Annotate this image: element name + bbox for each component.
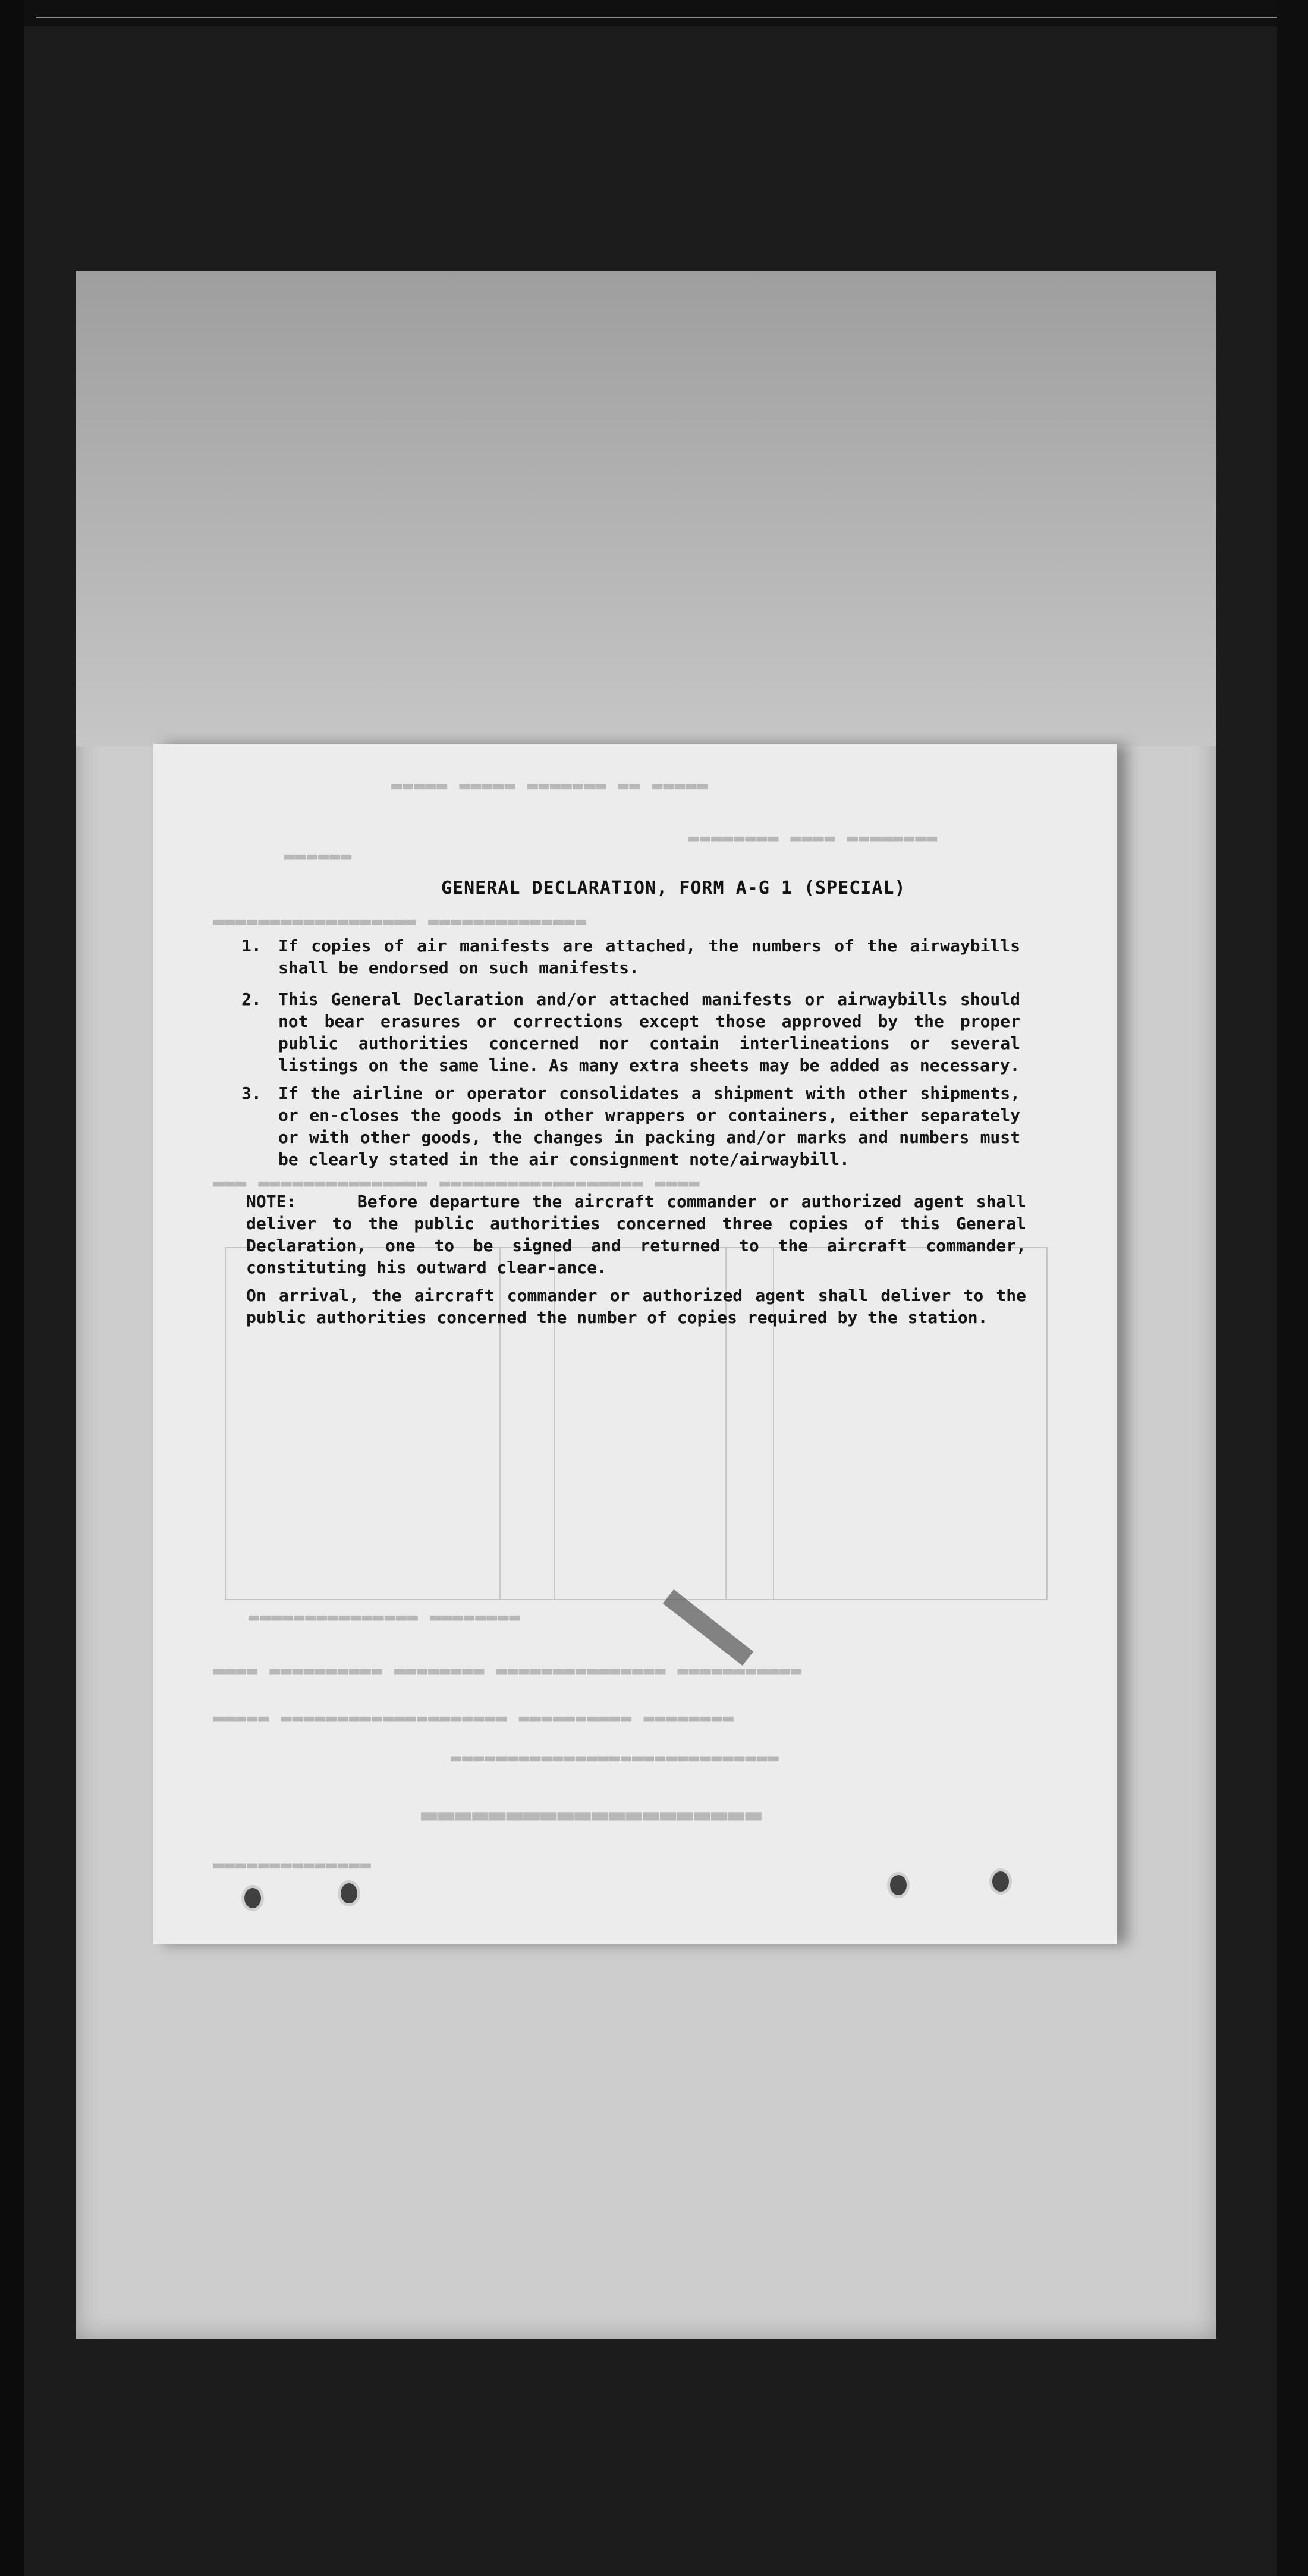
film-strip-top xyxy=(0,0,1308,26)
item-number: 1. xyxy=(241,936,262,956)
punch-hole xyxy=(338,1880,360,1906)
bleed-through-line: ▬▬▬▬ ▬▬▬▬▬▬▬▬▬▬ ▬▬▬▬▬▬▬▬ ▬▬▬▬▬▬▬▬▬▬▬▬▬▬▬ ▬▬▬▬▬▬▬▬▬▬▬ xyxy=(213,1660,803,1681)
punch-hole xyxy=(887,1872,910,1898)
bleed-through-line: ▬▬▬ ▬▬▬▬▬▬▬▬▬▬▬▬▬▬▬ ▬▬▬▬▬▬▬▬▬▬▬▬▬▬▬▬▬▬ ▬▬▬▬ xyxy=(213,1173,700,1193)
punch-hole xyxy=(989,1868,1012,1895)
bleed-through-heading: ▬▬▬▬▬▬▬▬▬▬▬▬▬▬▬▬▬▬▬▬ xyxy=(421,1803,762,1835)
arrival-note: On arrival, the aircraft commander or authorized agent shall deliver to the public authorities concerned the number of copies required by the station. xyxy=(246,1286,1026,1327)
bleed-through-line: ▬▬▬▬▬▬▬▬▬▬▬▬▬▬▬▬▬▬▬▬▬▬▬▬▬▬▬▬▬ xyxy=(451,1749,779,1770)
form-title: GENERAL DECLARATION, FORM A-G 1 (SPECIAL) xyxy=(441,878,906,899)
bleed-through-line: ▬▬▬▬▬ ▬▬▬▬▬▬▬▬▬▬▬▬▬▬▬▬▬▬▬▬ ▬▬▬▬▬▬▬▬▬▬ ▬▬▬▬▬▬▬▬ xyxy=(213,1708,734,1729)
departure-note: NOTE: Before departure the aircraft commander or authorized agent shall deliver to the public authorities concerned three copies of this General Declaration, one to be signed and returned to the aircraft commander, constituting his outward clear-ance. xyxy=(246,1192,1036,1277)
item-text: If the airline or operator consolidates a shipment with other shipments, or en-closes the goods in other wrappers or containers, either separately or with other goods, the changes in packing and/or marks and numbers must be clearly stated in the air consignment note/airwaybill. xyxy=(278,1083,1020,1169)
bleed-through-line: ▬▬▬▬▬▬▬▬ ▬▬▬▬ ▬▬▬▬▬▬▬▬ xyxy=(688,828,938,849)
film-edge-rule xyxy=(36,17,1296,18)
item-text: This General Declaration and/or attached manifests or airwaybills should not bear erasures or corrections except those approved by the proper public authorities concerned nor contain interlineations or several listings on the same line. As many extra sheets may be added as necessary. xyxy=(278,989,1020,1075)
bleed-through-line: ▬▬▬▬▬ ▬▬▬▬▬ ▬▬▬▬▬▬▬ ▬▬ ▬▬▬▬▬ xyxy=(391,777,709,798)
bleed-through-line: ▬▬▬▬▬▬▬▬▬▬▬▬▬▬▬ ▬▬▬▬▬▬▬▬ xyxy=(249,1607,521,1628)
item-number: 2. xyxy=(241,989,262,1009)
declaration-page xyxy=(153,744,1117,1944)
ink-stamp xyxy=(663,1589,753,1666)
film-border-right xyxy=(1277,0,1308,2576)
item-text: If copies of air manifests are attached, the numbers of the airwaybills shall be endorsed on such manifests. xyxy=(278,936,1020,978)
bleed-through-line: ▬▬▬▬▬▬▬▬▬▬▬▬▬▬▬▬▬▬ ▬▬▬▬▬▬▬▬▬▬▬▬▬▬ xyxy=(213,911,587,932)
backing-shadow xyxy=(76,271,1216,746)
film-border-left xyxy=(0,0,24,2576)
bleed-through-line: ▬▬▬▬▬▬ xyxy=(284,846,353,866)
item-number: 3. xyxy=(241,1083,262,1103)
bleed-through-line: ▬▬▬▬▬▬▬▬▬▬▬▬▬▬ xyxy=(213,1856,372,1877)
punch-hole xyxy=(241,1885,264,1911)
